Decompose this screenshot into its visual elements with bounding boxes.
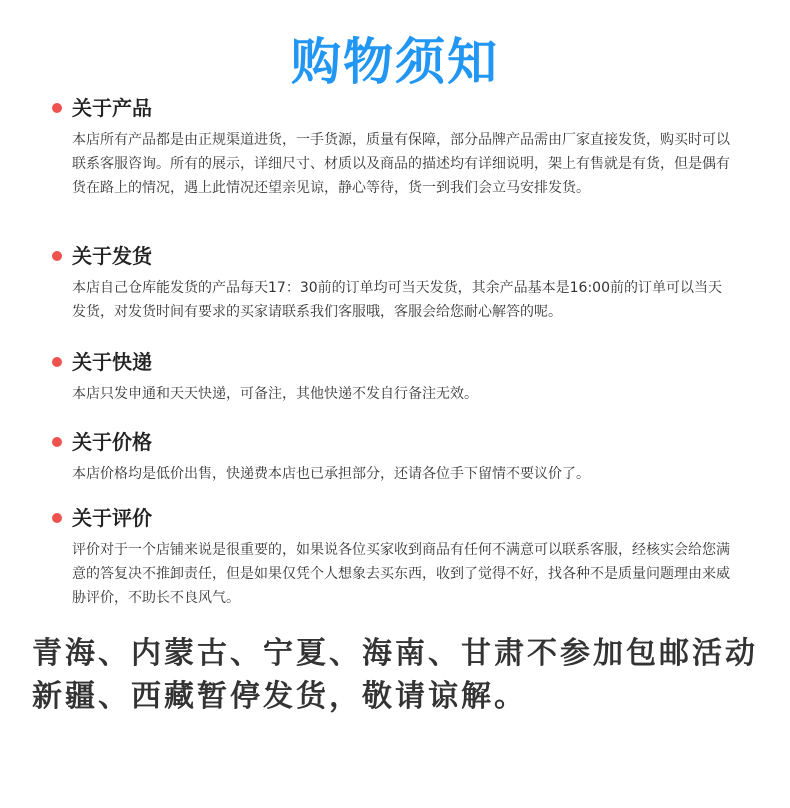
section-header: [72, 242, 732, 272]
section-body: 本店所有产品都是由正规渠道进货，一手货源，质量有保障，部分品牌产品需由厂家直接发货，购买时可以联系客服咨询。所有的展示，详细尺寸、材质以及商品的描述均有详细说明，架上有售就是有货，但是偶有货在路上的情况，遇上此情况还望亲见谅，静心等待，货一到我们会立马安排发货。: [72, 132, 730, 196]
notice-line-1: 青海、内蒙古、宁夏、海南、甘肃不参加包邮活动: [32, 636, 758, 671]
section-header: [72, 348, 732, 378]
section-title: 关于发货: [72, 244, 152, 268]
shipping-notice: [32, 632, 772, 718]
section-shipping: [72, 242, 732, 324]
section-body: 本店价格均是低价出售，快递费本店也已承担部分，还请各位手下留情不要议价了。: [72, 466, 590, 482]
bullet-dot-icon: [52, 513, 62, 523]
section-courier: [72, 348, 732, 406]
bullet-dot-icon: [52, 437, 62, 447]
section-header: [72, 428, 732, 458]
notice-line-2: 新疆、西藏暂停发货，敬请谅解。: [32, 679, 527, 714]
section-product: [72, 94, 732, 200]
section-body: 评价对于一个店铺来说是很重要的，如果说各位买家收到商品有任何不满意可以联系客服，经核实会给您满意的答复决不推卸责任，但是如果仅凭个人想象去买东西，收到了觉得不好，找各种不是质量问题理由来威胁评价，不助长不良风气。: [72, 542, 730, 606]
section-price: [72, 428, 732, 486]
section-title: 关于快递: [72, 350, 152, 374]
bullet-dot-icon: [52, 357, 62, 367]
section-header: [72, 94, 732, 124]
bullet-dot-icon: [52, 251, 62, 261]
page-title: 购物须知: [291, 33, 499, 91]
section-title: 关于评价: [72, 506, 152, 530]
section-header: [72, 504, 732, 534]
bullet-dot-icon: [52, 103, 62, 113]
section-review: [72, 504, 732, 610]
section-body: 本店自己仓库能发货的产品每天17：30前的订单均可当天发货，其余产品基本是16:00前的订单可以当天发货，对发货时间有要求的买家请联系我们客服哦，客服会给您耐心解答的呢。: [72, 280, 722, 320]
section-body: 本店只发申通和天天快递，可备注，其他快递不发自行备注无效。: [72, 386, 478, 402]
section-title: 关于价格: [72, 430, 152, 454]
section-title: 关于产品: [72, 96, 152, 120]
